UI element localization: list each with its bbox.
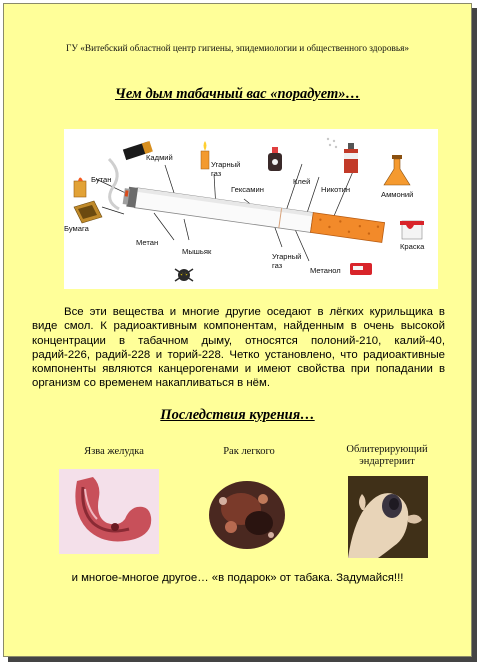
lung-cancer-image	[201, 469, 293, 559]
paper-icon	[74, 201, 102, 223]
label-paper: Бумага	[64, 224, 89, 233]
closing-message: и многое-многое другое… «в подарок» от табака. Задумайся!!!	[71, 572, 404, 584]
label-carbon-monoxide-top: Угарный газ	[211, 160, 241, 178]
label-ammonia: Аммоний	[381, 190, 414, 199]
paint-bucket-icon	[400, 221, 424, 239]
organization-header: ГУ «Витебский областной центр гигиены, эпидемиологии и общественного здоровья»	[65, 44, 410, 54]
endarteritis-image	[348, 476, 428, 558]
fuel-can-icon	[350, 263, 372, 275]
skull-icon	[175, 269, 193, 281]
label-methanol: Метанол	[310, 266, 341, 275]
label-arsenic: Мышьяк	[182, 247, 212, 256]
label-carbon-monoxide-bottom: Угарный газ	[272, 252, 302, 270]
label-nicotine: Никотин	[321, 185, 351, 194]
page-title: Чем дым табачный вас «порадует»…	[115, 86, 360, 102]
poison-bottle-icon	[268, 147, 282, 171]
lighter-icon	[74, 178, 86, 198]
label-butane: Бутан	[91, 175, 112, 184]
caption-stomach-ulcer: Язва желудка	[84, 446, 144, 457]
caption-lung-cancer: Рак легкого	[223, 446, 275, 457]
body-paragraph: Все эти вещества и многие другие оседают в лёгких курильщика в виде смол. К радиоактивным компонентам, найденным в очень высокой концентрации в табачном дыму, относятся полоний-210, калий-40, радий-226, радий-228 и торий-228. Четко установлено, что радиоактивные компоненты являются канцерогенами и имеют свойства при попадании в организм со временем накапливаться в нём.	[32, 306, 445, 390]
label-cadmium: Кадмий	[146, 153, 173, 162]
spray-can-icon	[327, 138, 358, 173]
consequences-title: Последствия курения…	[160, 407, 315, 423]
cigarette-substances-diagram	[64, 129, 438, 289]
label-methane: Метан	[136, 238, 159, 247]
label-hexamine: Гексамин	[231, 185, 264, 194]
flask-icon	[384, 155, 410, 185]
caption-endarteritis: Облитерирующий эндартериит	[346, 444, 428, 467]
candle-icon	[201, 141, 209, 169]
cigarette-illustration	[64, 129, 438, 289]
label-glue: Клей	[293, 177, 311, 186]
stomach-ulcer-image	[59, 469, 159, 554]
page	[3, 3, 472, 657]
label-paint: Краска	[400, 242, 425, 251]
